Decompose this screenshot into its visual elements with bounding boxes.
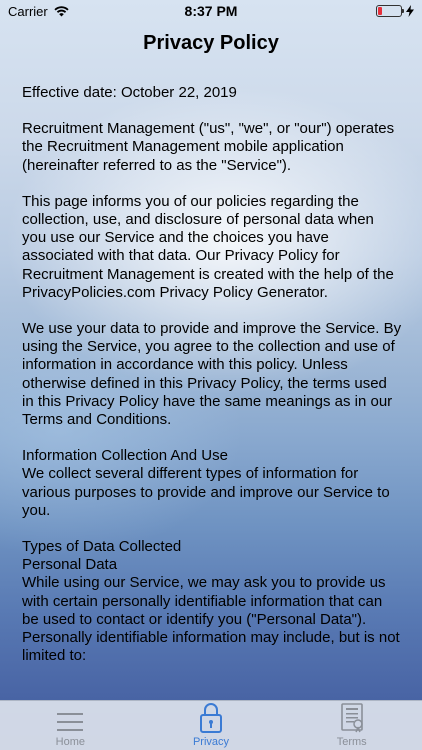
carrier-label: Carrier (8, 3, 48, 19)
tab-privacy[interactable] (141, 701, 282, 750)
tab-bar (0, 700, 422, 750)
policy-content[interactable] (22, 84, 402, 683)
paragraph-effective-date: Effective date: October 22, 2019 (22, 84, 237, 101)
hamburger-icon (56, 710, 84, 734)
tab-privacy-label: Privacy (192, 736, 230, 748)
status-right (376, 5, 414, 17)
paragraph-information-collection: Information Collection And Use We collect several different types of information for various purposes to provide and improve our Service to you. (22, 447, 390, 519)
status-bar (0, 0, 422, 22)
tab-terms[interactable] (281, 701, 422, 750)
paragraph-types-of-data: Types of Data Collected Personal Data While using our Service, we may ask you to provide us with certain personally identifiable information that can be used to contact or identify you ("Personal Data"). Personally identifiable information may include, but is not limited to: (22, 538, 400, 665)
paragraph-data-use: We use your data to provide and improve the Service. By using the Service, you agree to the collection and use of information in accordance with this policy. Unless otherwise defined in this Privacy Policy, the terms used in this Privacy Policy have the same meanings as in our Terms and Conditions. (22, 320, 402, 429)
battery-level (378, 7, 382, 15)
status-left (8, 4, 69, 19)
tab-home-label: Home (55, 736, 85, 748)
paragraph-intro: Recruitment Management ("us", "we", or "our") operates the Recruitment Management mobile application (hereinafter referred to as the "Service"). (22, 120, 395, 174)
tab-terms-label: Terms (336, 736, 367, 748)
charging-bolt-icon (406, 5, 414, 17)
battery-icon (376, 5, 402, 17)
wifi-icon (54, 6, 69, 17)
tab-home[interactable] (0, 701, 141, 750)
page-title: Privacy Policy (143, 32, 279, 54)
lock-icon (199, 702, 223, 734)
status-time: 8:37 PM (184, 3, 238, 19)
paragraph-policy-info: This page informs you of our policies regarding the collection, use, and disclosure of personal data when you use our Service and the choices you have associated with that data. Our Privacy Policy for Recruitment Management is created with the help of the PrivacyPolicies.com Privacy Policy Generator. (22, 192, 394, 301)
document-icon (336, 702, 368, 734)
